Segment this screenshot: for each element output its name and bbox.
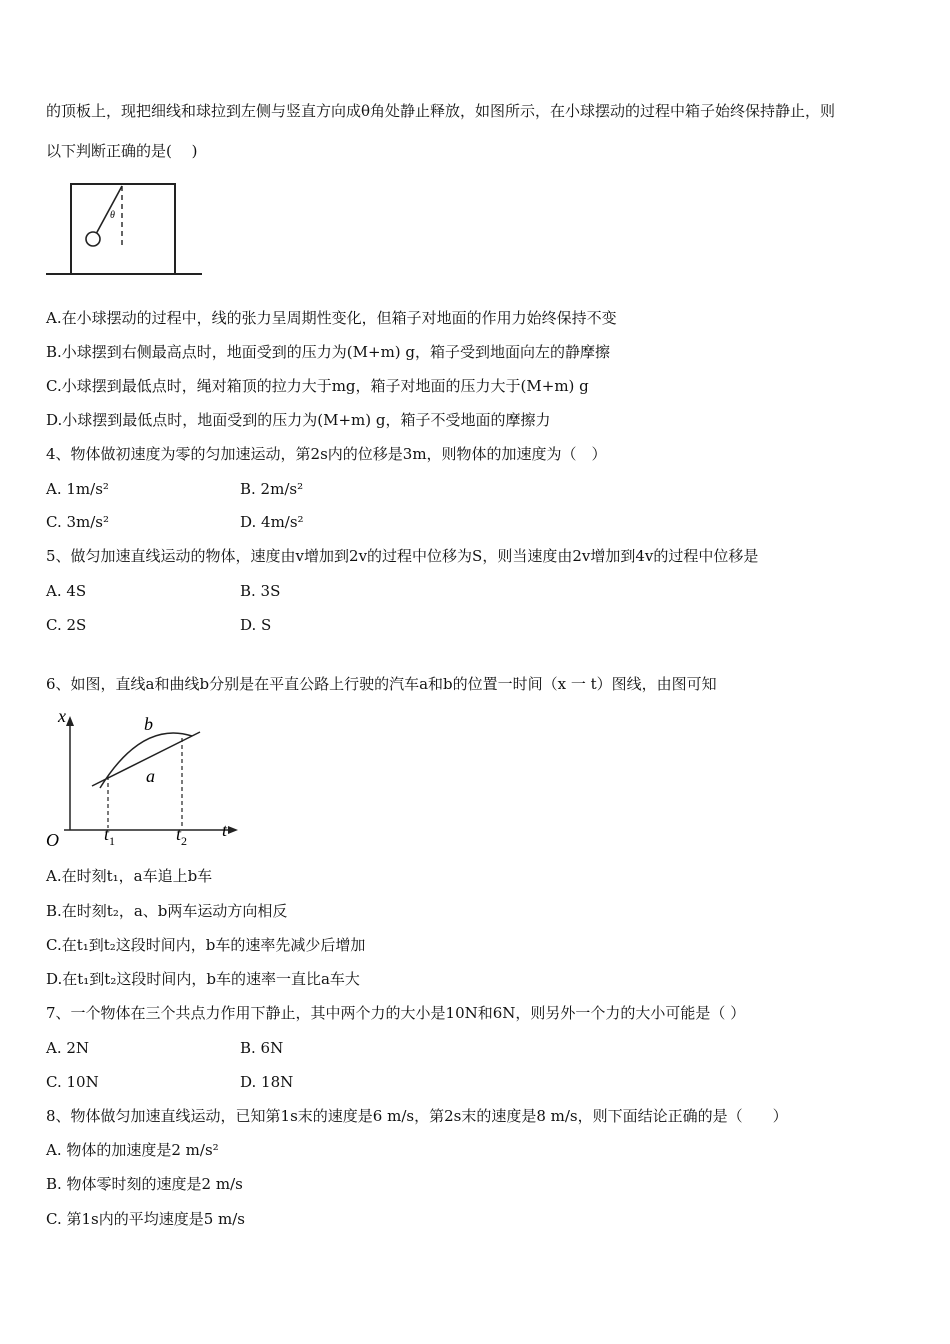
pendulum-box-figure bbox=[44, 180, 206, 278]
q8-option-b: B. 物体零时刻的速度是2 m/s bbox=[46, 1175, 243, 1193]
q8-option-c: C. 第1s内的平均速度是5 m/s bbox=[46, 1210, 246, 1228]
q3-option-b: B.小球摆到右侧最高点时，地面受到的压力为(M+m) g，箱子受到地面向左的静摩擦 bbox=[46, 343, 611, 361]
x-axis-label: t bbox=[222, 820, 228, 840]
q5-option-d: D. S bbox=[240, 616, 272, 634]
q4-option-b: B. 2m/s² bbox=[240, 480, 304, 498]
q3-option-d: D.小球摆到最低点时，地面受到的压力为(M+m) g，箱子不受地面的摩擦力 bbox=[46, 411, 551, 429]
xt-graph-figure bbox=[42, 702, 242, 854]
pendulum-ball bbox=[86, 232, 100, 246]
q6-stem: 6、如图，直线a和曲线b分别是在平直公路上行驶的汽车a和b的位置一时间（x 一 t）图线，由图可知 bbox=[46, 675, 717, 693]
q3-stem-line1: 的顶板上，现把细线和球拉到左侧与竖直方向成θ角处静止释放，如图所示，在小球摆动的过程中箱子始终保持静止，则 bbox=[46, 102, 836, 120]
q7-stem: 7、一个物体在三个共点力作用下静止，其中两个力的大小是10N和6N，则另外一个力的大小可能是（ ） bbox=[46, 1004, 746, 1022]
q8-option-a: A. 物体的加速度是2 m/s² bbox=[46, 1141, 219, 1159]
origin-label: O bbox=[46, 830, 59, 850]
q3-option-a: A.在小球摆动的过程中，线的张力呈周期性变化，但箱子对地面的作用力始终保持不变 bbox=[46, 309, 617, 327]
q3-option-c: C.小球摆到最低点时，绳对箱顶的拉力大于mg，箱子对地面的压力大于(M+m) g bbox=[46, 377, 589, 395]
t1-label: $t_1$ bbox=[104, 824, 116, 848]
q7-option-b: B. 6N bbox=[240, 1039, 284, 1057]
q5-option-c: C. 2S bbox=[46, 616, 87, 634]
q5-option-a: A. 4S bbox=[46, 582, 87, 600]
q5-stem: 5、做匀加速直线运动的物体，速度由v增加到2v的过程中位移为S，则当速度由2v增加到4v的过程中位移是 bbox=[46, 547, 759, 565]
x-axis-arrow bbox=[228, 826, 238, 834]
box-outline bbox=[71, 184, 175, 274]
q6-option-a: A.在时刻t₁，a车追上b车 bbox=[46, 867, 213, 885]
q4-option-c: C. 3m/s² bbox=[46, 513, 110, 531]
q4-option-d: D. 4m/s² bbox=[240, 513, 304, 531]
q5-option-b: B. 3S bbox=[240, 582, 281, 600]
q7-option-c: C. 10N bbox=[46, 1073, 99, 1091]
q4-option-a: A. 1m/s² bbox=[46, 480, 109, 498]
q8-stem: 8、物体做匀加速直线运动，已知第1s末的速度是6 m/s，第2s末的速度是8 m/s，则下面结论正确的是（ ） bbox=[46, 1107, 788, 1125]
q3-stem-line2: 以下判断正确的是( ) bbox=[46, 142, 198, 160]
line-a-label: a bbox=[146, 766, 155, 786]
q6-option-d: D.在t₁到t₂这段时间内，b车的速率一直比a车大 bbox=[46, 970, 360, 988]
y-axis-arrow bbox=[66, 716, 74, 726]
curve-b-label: b bbox=[144, 714, 153, 734]
q4-stem: 4、物体做初速度为零的匀加速运动，第2s内的位移是3m，则物体的加速度为（ ） bbox=[46, 445, 607, 463]
q6-option-b: B.在时刻t₂，a、b两车运动方向相反 bbox=[46, 902, 288, 920]
q7-option-d: D. 18N bbox=[240, 1073, 294, 1091]
y-axis-label: x bbox=[58, 706, 66, 726]
q6-option-c: C.在t₁到t₂这段时间内，b车的速率先减少后增加 bbox=[46, 936, 366, 954]
t2-label: $t_2$ bbox=[176, 824, 188, 848]
theta-label: θ bbox=[110, 210, 115, 221]
pendulum-string bbox=[96, 186, 122, 234]
q7-option-a: A. 2N bbox=[46, 1039, 90, 1057]
